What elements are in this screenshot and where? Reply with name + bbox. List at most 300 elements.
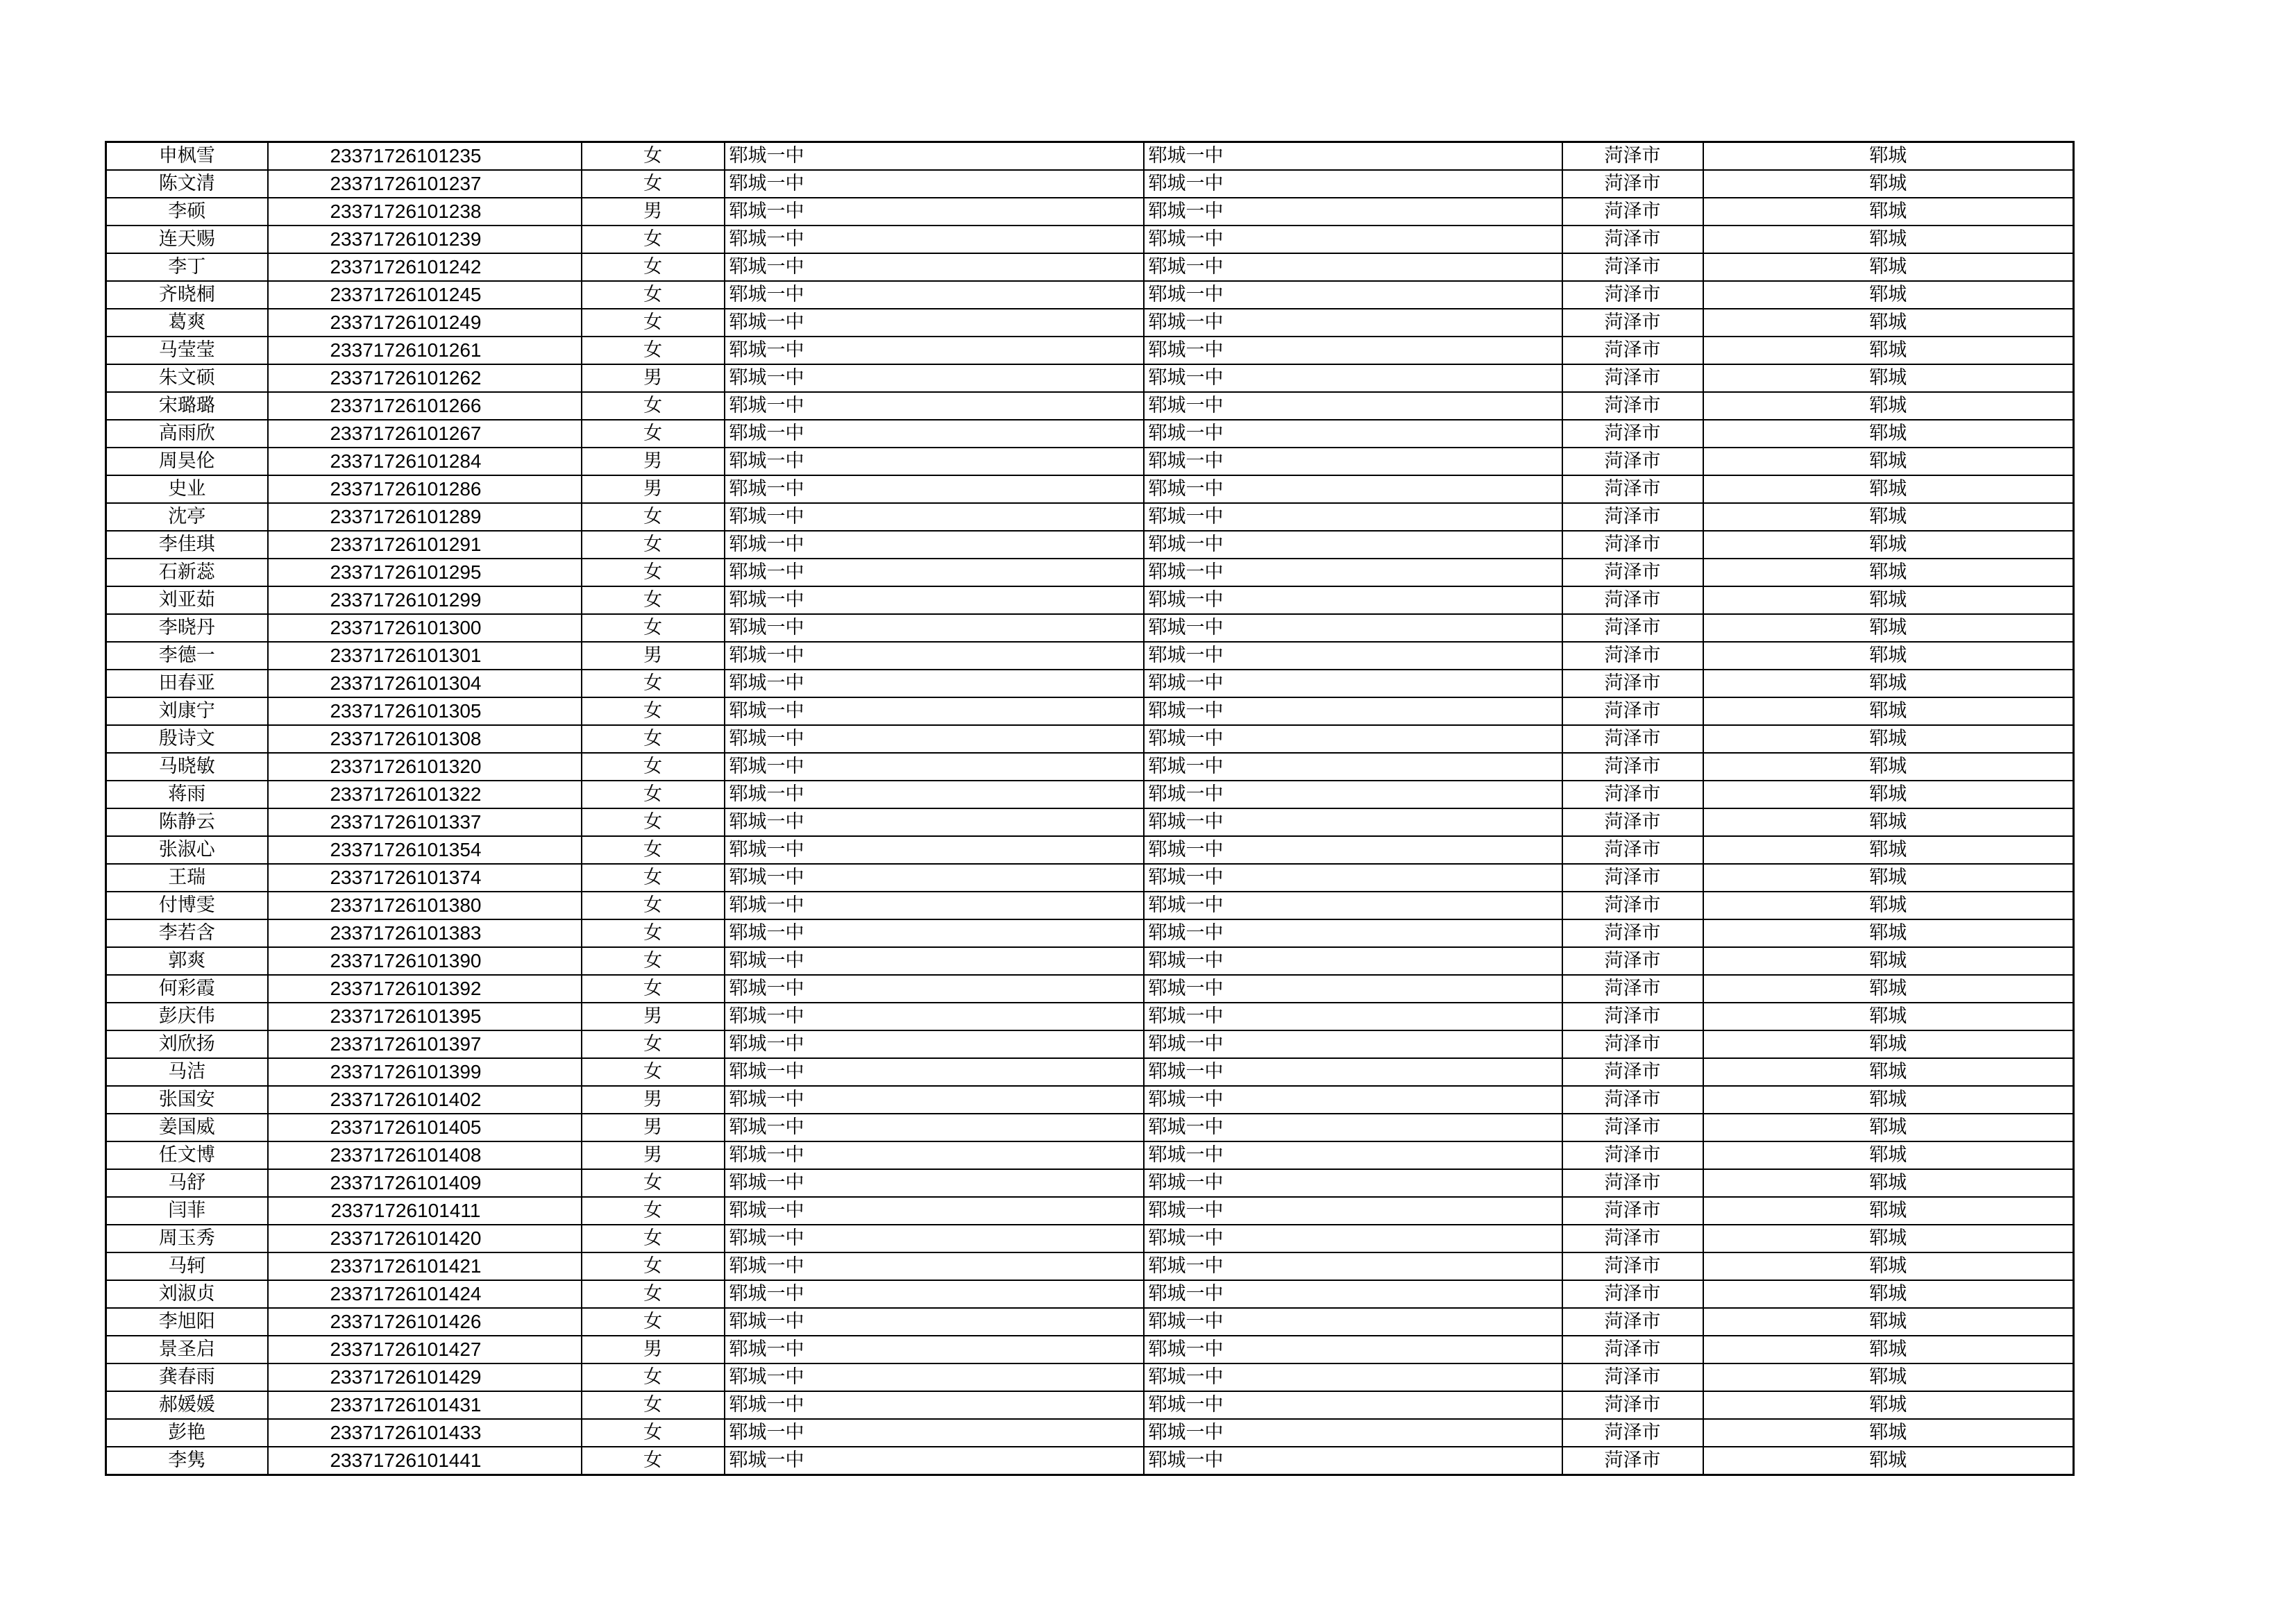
gender-cell: 女 xyxy=(582,531,725,559)
gender-cell: 女 xyxy=(582,1030,725,1058)
exam-id-cell: 23371726101238 xyxy=(268,198,582,226)
school-cell: 郓城一中 xyxy=(725,531,1144,559)
student-name-cell: 何彩霞 xyxy=(106,975,268,1003)
city-cell: 菏泽市 xyxy=(1562,1447,1703,1475)
unit-cell: 郓城一中 xyxy=(1144,1058,1562,1086)
school-cell: 郓城一中 xyxy=(725,919,1144,947)
table-row xyxy=(106,1058,2074,1086)
unit-cell: 郓城一中 xyxy=(1144,1447,1562,1475)
exam-id-cell: 23371726101392 xyxy=(268,975,582,1003)
school-cell: 郓城一中 xyxy=(725,1169,1144,1197)
unit-cell: 郓城一中 xyxy=(1144,1030,1562,1058)
gender-cell: 女 xyxy=(582,892,725,919)
gender-cell: 女 xyxy=(582,1169,725,1197)
table-row xyxy=(106,864,2074,892)
unit-cell: 郓城一中 xyxy=(1144,586,1562,614)
gender-cell: 女 xyxy=(582,781,725,808)
student-name-cell: 李佳琪 xyxy=(106,531,268,559)
county-cell: 郓城 xyxy=(1703,1197,2074,1225)
exam-id-cell: 23371726101402 xyxy=(268,1086,582,1114)
gender-cell: 女 xyxy=(582,309,725,337)
city-cell: 菏泽市 xyxy=(1562,1114,1703,1141)
table-row xyxy=(106,975,2074,1003)
county-cell: 郓城 xyxy=(1703,1169,2074,1197)
exam-id-cell: 23371726101408 xyxy=(268,1141,582,1169)
unit-cell: 郓城一中 xyxy=(1144,614,1562,642)
city-cell: 菏泽市 xyxy=(1562,1336,1703,1363)
exam-id-cell: 23371726101286 xyxy=(268,475,582,503)
school-cell: 郓城一中 xyxy=(725,1391,1144,1419)
student-name-cell: 周昊伦 xyxy=(106,448,268,475)
county-cell: 郓城 xyxy=(1703,919,2074,947)
county-cell: 郓城 xyxy=(1703,531,2074,559)
school-cell: 郓城一中 xyxy=(725,253,1144,281)
gender-cell: 女 xyxy=(582,170,725,198)
school-cell: 郓城一中 xyxy=(725,781,1144,808)
table-row xyxy=(106,1030,2074,1058)
gender-cell: 女 xyxy=(582,919,725,947)
unit-cell: 郓城一中 xyxy=(1144,475,1562,503)
exam-id-cell: 23371726101291 xyxy=(268,531,582,559)
gender-cell: 女 xyxy=(582,586,725,614)
table-row xyxy=(106,253,2074,281)
school-cell: 郓城一中 xyxy=(725,1447,1144,1475)
exam-id-cell: 23371726101374 xyxy=(268,864,582,892)
city-cell: 菏泽市 xyxy=(1562,697,1703,725)
exam-id-cell: 23371726101431 xyxy=(268,1391,582,1419)
table-row xyxy=(106,725,2074,753)
unit-cell: 郓城一中 xyxy=(1144,1363,1562,1391)
table-row xyxy=(106,753,2074,781)
unit-cell: 郓城一中 xyxy=(1144,559,1562,586)
table-row xyxy=(106,420,2074,448)
unit-cell: 郓城一中 xyxy=(1144,808,1562,836)
table-row xyxy=(106,337,2074,364)
gender-cell: 女 xyxy=(582,864,725,892)
unit-cell: 郓城一中 xyxy=(1144,892,1562,919)
school-cell: 郓城一中 xyxy=(725,670,1144,697)
student-name-cell: 闫菲 xyxy=(106,1197,268,1225)
student-name-cell: 刘欣扬 xyxy=(106,1030,268,1058)
student-name-cell: 龚春雨 xyxy=(106,1363,268,1391)
county-cell: 郓城 xyxy=(1703,337,2074,364)
city-cell: 菏泽市 xyxy=(1562,1003,1703,1030)
exam-id-cell: 23371726101405 xyxy=(268,1114,582,1141)
table-row xyxy=(106,1197,2074,1225)
city-cell: 菏泽市 xyxy=(1562,1280,1703,1308)
gender-cell: 女 xyxy=(582,836,725,864)
table-row xyxy=(106,1225,2074,1252)
county-cell: 郓城 xyxy=(1703,1447,2074,1475)
gender-cell: 女 xyxy=(582,1280,725,1308)
city-cell: 菏泽市 xyxy=(1562,753,1703,781)
exam-id-cell: 23371726101242 xyxy=(268,253,582,281)
school-cell: 郓城一中 xyxy=(725,198,1144,226)
county-cell: 郓城 xyxy=(1703,975,2074,1003)
unit-cell: 郓城一中 xyxy=(1144,337,1562,364)
gender-cell: 女 xyxy=(582,281,725,309)
county-cell: 郓城 xyxy=(1703,670,2074,697)
exam-id-cell: 23371726101320 xyxy=(268,753,582,781)
student-name-cell: 张国安 xyxy=(106,1086,268,1114)
county-cell: 郓城 xyxy=(1703,253,2074,281)
school-cell: 郓城一中 xyxy=(725,1003,1144,1030)
student-name-cell: 付博雯 xyxy=(106,892,268,919)
exam-id-cell: 23371726101429 xyxy=(268,1363,582,1391)
county-cell: 郓城 xyxy=(1703,725,2074,753)
unit-cell: 郓城一中 xyxy=(1144,1141,1562,1169)
city-cell: 菏泽市 xyxy=(1562,226,1703,253)
city-cell: 菏泽市 xyxy=(1562,1308,1703,1336)
school-cell: 郓城一中 xyxy=(725,448,1144,475)
city-cell: 菏泽市 xyxy=(1562,448,1703,475)
exam-id-cell: 23371726101441 xyxy=(268,1447,582,1475)
gender-cell: 女 xyxy=(582,1197,725,1225)
table-row xyxy=(106,697,2074,725)
table-row xyxy=(106,1169,2074,1197)
city-cell: 菏泽市 xyxy=(1562,309,1703,337)
county-cell: 郓城 xyxy=(1703,864,2074,892)
gender-cell: 女 xyxy=(582,1447,725,1475)
county-cell: 郓城 xyxy=(1703,586,2074,614)
school-cell: 郓城一中 xyxy=(725,1336,1144,1363)
student-name-cell: 彭庆伟 xyxy=(106,1003,268,1030)
exam-id-cell: 23371726101397 xyxy=(268,1030,582,1058)
student-name-cell: 马莹莹 xyxy=(106,337,268,364)
unit-cell: 郓城一中 xyxy=(1144,448,1562,475)
school-cell: 郓城一中 xyxy=(725,337,1144,364)
unit-cell: 郓城一中 xyxy=(1144,1169,1562,1197)
roster-body xyxy=(106,142,2074,1475)
unit-cell: 郓城一中 xyxy=(1144,1003,1562,1030)
exam-id-cell: 23371726101411 xyxy=(268,1197,582,1225)
county-cell: 郓城 xyxy=(1703,947,2074,975)
county-cell: 郓城 xyxy=(1703,1086,2074,1114)
school-cell: 郓城一中 xyxy=(725,559,1144,586)
city-cell: 菏泽市 xyxy=(1562,614,1703,642)
student-name-cell: 连天赐 xyxy=(106,226,268,253)
school-cell: 郓城一中 xyxy=(725,475,1144,503)
city-cell: 菏泽市 xyxy=(1562,808,1703,836)
county-cell: 郓城 xyxy=(1703,559,2074,586)
exam-id-cell: 23371726101237 xyxy=(268,170,582,198)
table-row xyxy=(106,947,2074,975)
school-cell: 郓城一中 xyxy=(725,725,1144,753)
gender-cell: 女 xyxy=(582,1419,725,1447)
unit-cell: 郓城一中 xyxy=(1144,725,1562,753)
table-row xyxy=(106,1086,2074,1114)
gender-cell: 女 xyxy=(582,975,725,1003)
city-cell: 菏泽市 xyxy=(1562,253,1703,281)
county-cell: 郓城 xyxy=(1703,1419,2074,1447)
table-row xyxy=(106,503,2074,531)
exam-id-cell: 23371726101390 xyxy=(268,947,582,975)
student-name-cell: 沈亭 xyxy=(106,503,268,531)
school-cell: 郓城一中 xyxy=(725,753,1144,781)
county-cell: 郓城 xyxy=(1703,364,2074,392)
gender-cell: 女 xyxy=(582,337,725,364)
unit-cell: 郓城一中 xyxy=(1144,919,1562,947)
county-cell: 郓城 xyxy=(1703,1336,2074,1363)
student-name-cell: 李德一 xyxy=(106,642,268,670)
unit-cell: 郓城一中 xyxy=(1144,198,1562,226)
exam-id-cell: 23371726101383 xyxy=(268,919,582,947)
table-row xyxy=(106,281,2074,309)
exam-id-cell: 23371726101304 xyxy=(268,670,582,697)
student-name-cell: 李硕 xyxy=(106,198,268,226)
table-row xyxy=(106,892,2074,919)
school-cell: 郓城一中 xyxy=(725,1308,1144,1336)
school-cell: 郓城一中 xyxy=(725,614,1144,642)
table-row xyxy=(106,364,2074,392)
exam-id-cell: 23371726101409 xyxy=(268,1169,582,1197)
table-row xyxy=(106,836,2074,864)
unit-cell: 郓城一中 xyxy=(1144,1225,1562,1252)
city-cell: 菏泽市 xyxy=(1562,864,1703,892)
county-cell: 郓城 xyxy=(1703,475,2074,503)
city-cell: 菏泽市 xyxy=(1562,781,1703,808)
gender-cell: 男 xyxy=(582,1336,725,1363)
table-row xyxy=(106,1114,2074,1141)
county-cell: 郓城 xyxy=(1703,1030,2074,1058)
gender-cell: 女 xyxy=(582,392,725,420)
exam-id-cell: 23371726101433 xyxy=(268,1419,582,1447)
roster-table xyxy=(105,141,2075,1476)
school-cell: 郓城一中 xyxy=(725,1086,1144,1114)
county-cell: 郓城 xyxy=(1703,503,2074,531)
gender-cell: 男 xyxy=(582,642,725,670)
table-row xyxy=(106,1391,2074,1419)
student-name-cell: 马洁 xyxy=(106,1058,268,1086)
table-row xyxy=(106,1003,2074,1030)
school-cell: 郓城一中 xyxy=(725,1280,1144,1308)
gender-cell: 男 xyxy=(582,198,725,226)
city-cell: 菏泽市 xyxy=(1562,364,1703,392)
county-cell: 郓城 xyxy=(1703,281,2074,309)
unit-cell: 郓城一中 xyxy=(1144,142,1562,171)
student-name-cell: 李晓丹 xyxy=(106,614,268,642)
unit-cell: 郓城一中 xyxy=(1144,642,1562,670)
city-cell: 菏泽市 xyxy=(1562,1391,1703,1419)
school-cell: 郓城一中 xyxy=(725,642,1144,670)
school-cell: 郓城一中 xyxy=(725,892,1144,919)
table-row xyxy=(106,559,2074,586)
school-cell: 郓城一中 xyxy=(725,226,1144,253)
county-cell: 郓城 xyxy=(1703,392,2074,420)
gender-cell: 男 xyxy=(582,475,725,503)
school-cell: 郓城一中 xyxy=(725,392,1144,420)
table-row xyxy=(106,1141,2074,1169)
student-name-cell: 景圣启 xyxy=(106,1336,268,1363)
county-cell: 郓城 xyxy=(1703,226,2074,253)
gender-cell: 女 xyxy=(582,614,725,642)
student-name-cell: 史业 xyxy=(106,475,268,503)
table-row xyxy=(106,670,2074,697)
county-cell: 郓城 xyxy=(1703,1141,2074,1169)
school-cell: 郓城一中 xyxy=(725,1141,1144,1169)
city-cell: 菏泽市 xyxy=(1562,198,1703,226)
county-cell: 郓城 xyxy=(1703,1058,2074,1086)
table-row xyxy=(106,170,2074,198)
unit-cell: 郓城一中 xyxy=(1144,864,1562,892)
school-cell: 郓城一中 xyxy=(725,1058,1144,1086)
city-cell: 菏泽市 xyxy=(1562,1030,1703,1058)
school-cell: 郓城一中 xyxy=(725,586,1144,614)
unit-cell: 郓城一中 xyxy=(1144,781,1562,808)
unit-cell: 郓城一中 xyxy=(1144,170,1562,198)
table-row xyxy=(106,475,2074,503)
county-cell: 郓城 xyxy=(1703,1280,2074,1308)
county-cell: 郓城 xyxy=(1703,1391,2074,1419)
student-name-cell: 马轲 xyxy=(106,1252,268,1280)
gender-cell: 女 xyxy=(582,725,725,753)
gender-cell: 男 xyxy=(582,1114,725,1141)
school-cell: 郓城一中 xyxy=(725,1252,1144,1280)
city-cell: 菏泽市 xyxy=(1562,281,1703,309)
city-cell: 菏泽市 xyxy=(1562,892,1703,919)
county-cell: 郓城 xyxy=(1703,1225,2074,1252)
unit-cell: 郓城一中 xyxy=(1144,1336,1562,1363)
student-name-cell: 郝媛媛 xyxy=(106,1391,268,1419)
table-row xyxy=(106,614,2074,642)
exam-id-cell: 23371726101267 xyxy=(268,420,582,448)
school-cell: 郓城一中 xyxy=(725,1363,1144,1391)
table-row xyxy=(106,1363,2074,1391)
county-cell: 郓城 xyxy=(1703,836,2074,864)
exam-id-cell: 23371726101289 xyxy=(268,503,582,531)
table-row xyxy=(106,642,2074,670)
table-row xyxy=(106,392,2074,420)
student-name-cell: 李若含 xyxy=(106,919,268,947)
unit-cell: 郓城一中 xyxy=(1144,253,1562,281)
school-cell: 郓城一中 xyxy=(725,170,1144,198)
student-name-cell: 任文博 xyxy=(106,1141,268,1169)
gender-cell: 女 xyxy=(582,670,725,697)
city-cell: 菏泽市 xyxy=(1562,725,1703,753)
student-name-cell: 高雨欣 xyxy=(106,420,268,448)
school-cell: 郓城一中 xyxy=(725,864,1144,892)
exam-id-cell: 23371726101301 xyxy=(268,642,582,670)
city-cell: 菏泽市 xyxy=(1562,975,1703,1003)
city-cell: 菏泽市 xyxy=(1562,170,1703,198)
unit-cell: 郓城一中 xyxy=(1144,1280,1562,1308)
table-row xyxy=(106,1447,2074,1475)
student-name-cell: 蒋雨 xyxy=(106,781,268,808)
exam-id-cell: 23371726101420 xyxy=(268,1225,582,1252)
school-cell: 郓城一中 xyxy=(725,836,1144,864)
exam-id-cell: 23371726101262 xyxy=(268,364,582,392)
unit-cell: 郓城一中 xyxy=(1144,836,1562,864)
exam-id-cell: 23371726101239 xyxy=(268,226,582,253)
county-cell: 郓城 xyxy=(1703,697,2074,725)
gender-cell: 女 xyxy=(582,947,725,975)
exam-id-cell: 23371726101305 xyxy=(268,697,582,725)
county-cell: 郓城 xyxy=(1703,614,2074,642)
exam-id-cell: 23371726101337 xyxy=(268,808,582,836)
table-row xyxy=(106,142,2074,171)
city-cell: 菏泽市 xyxy=(1562,475,1703,503)
city-cell: 菏泽市 xyxy=(1562,642,1703,670)
exam-id-cell: 23371726101295 xyxy=(268,559,582,586)
unit-cell: 郓城一中 xyxy=(1144,281,1562,309)
county-cell: 郓城 xyxy=(1703,198,2074,226)
county-cell: 郓城 xyxy=(1703,309,2074,337)
unit-cell: 郓城一中 xyxy=(1144,1391,1562,1419)
unit-cell: 郓城一中 xyxy=(1144,697,1562,725)
exam-id-cell: 23371726101284 xyxy=(268,448,582,475)
gender-cell: 女 xyxy=(582,142,725,171)
student-name-cell: 马晓敏 xyxy=(106,753,268,781)
county-cell: 郓城 xyxy=(1703,1003,2074,1030)
gender-cell: 女 xyxy=(582,753,725,781)
school-cell: 郓城一中 xyxy=(725,1030,1144,1058)
city-cell: 菏泽市 xyxy=(1562,531,1703,559)
unit-cell: 郓城一中 xyxy=(1144,670,1562,697)
unit-cell: 郓城一中 xyxy=(1144,392,1562,420)
gender-cell: 女 xyxy=(582,1058,725,1086)
student-name-cell: 李丁 xyxy=(106,253,268,281)
student-name-cell: 刘亚茹 xyxy=(106,586,268,614)
gender-cell: 女 xyxy=(582,226,725,253)
student-name-cell: 李隽 xyxy=(106,1447,268,1475)
city-cell: 菏泽市 xyxy=(1562,337,1703,364)
gender-cell: 男 xyxy=(582,1003,725,1030)
exam-id-cell: 23371726101261 xyxy=(268,337,582,364)
county-cell: 郓城 xyxy=(1703,1252,2074,1280)
student-name-cell: 马舒 xyxy=(106,1169,268,1197)
city-cell: 菏泽市 xyxy=(1562,1225,1703,1252)
county-cell: 郓城 xyxy=(1703,781,2074,808)
city-cell: 菏泽市 xyxy=(1562,1086,1703,1114)
exam-id-cell: 23371726101399 xyxy=(268,1058,582,1086)
city-cell: 菏泽市 xyxy=(1562,1363,1703,1391)
student-name-cell: 申枫雪 xyxy=(106,142,268,171)
student-name-cell: 张淑心 xyxy=(106,836,268,864)
school-cell: 郓城一中 xyxy=(725,808,1144,836)
school-cell: 郓城一中 xyxy=(725,309,1144,337)
exam-id-cell: 23371726101300 xyxy=(268,614,582,642)
unit-cell: 郓城一中 xyxy=(1144,503,1562,531)
gender-cell: 男 xyxy=(582,1141,725,1169)
city-cell: 菏泽市 xyxy=(1562,1252,1703,1280)
city-cell: 菏泽市 xyxy=(1562,670,1703,697)
exam-id-cell: 23371726101235 xyxy=(268,142,582,171)
gender-cell: 男 xyxy=(582,1086,725,1114)
gender-cell: 女 xyxy=(582,559,725,586)
county-cell: 郓城 xyxy=(1703,642,2074,670)
unit-cell: 郓城一中 xyxy=(1144,1197,1562,1225)
exam-id-cell: 23371726101322 xyxy=(268,781,582,808)
unit-cell: 郓城一中 xyxy=(1144,1308,1562,1336)
gender-cell: 女 xyxy=(582,420,725,448)
unit-cell: 郓城一中 xyxy=(1144,1086,1562,1114)
student-name-cell: 周玉秀 xyxy=(106,1225,268,1252)
school-cell: 郓城一中 xyxy=(725,947,1144,975)
student-name-cell: 李旭阳 xyxy=(106,1308,268,1336)
county-cell: 郓城 xyxy=(1703,170,2074,198)
school-cell: 郓城一中 xyxy=(725,1114,1144,1141)
county-cell: 郓城 xyxy=(1703,420,2074,448)
student-name-cell: 刘康宁 xyxy=(106,697,268,725)
school-cell: 郓城一中 xyxy=(725,975,1144,1003)
school-cell: 郓城一中 xyxy=(725,697,1144,725)
city-cell: 菏泽市 xyxy=(1562,1419,1703,1447)
school-cell: 郓城一中 xyxy=(725,420,1144,448)
school-cell: 郓城一中 xyxy=(725,1225,1144,1252)
table-row xyxy=(106,586,2074,614)
table-row xyxy=(106,531,2074,559)
unit-cell: 郓城一中 xyxy=(1144,753,1562,781)
